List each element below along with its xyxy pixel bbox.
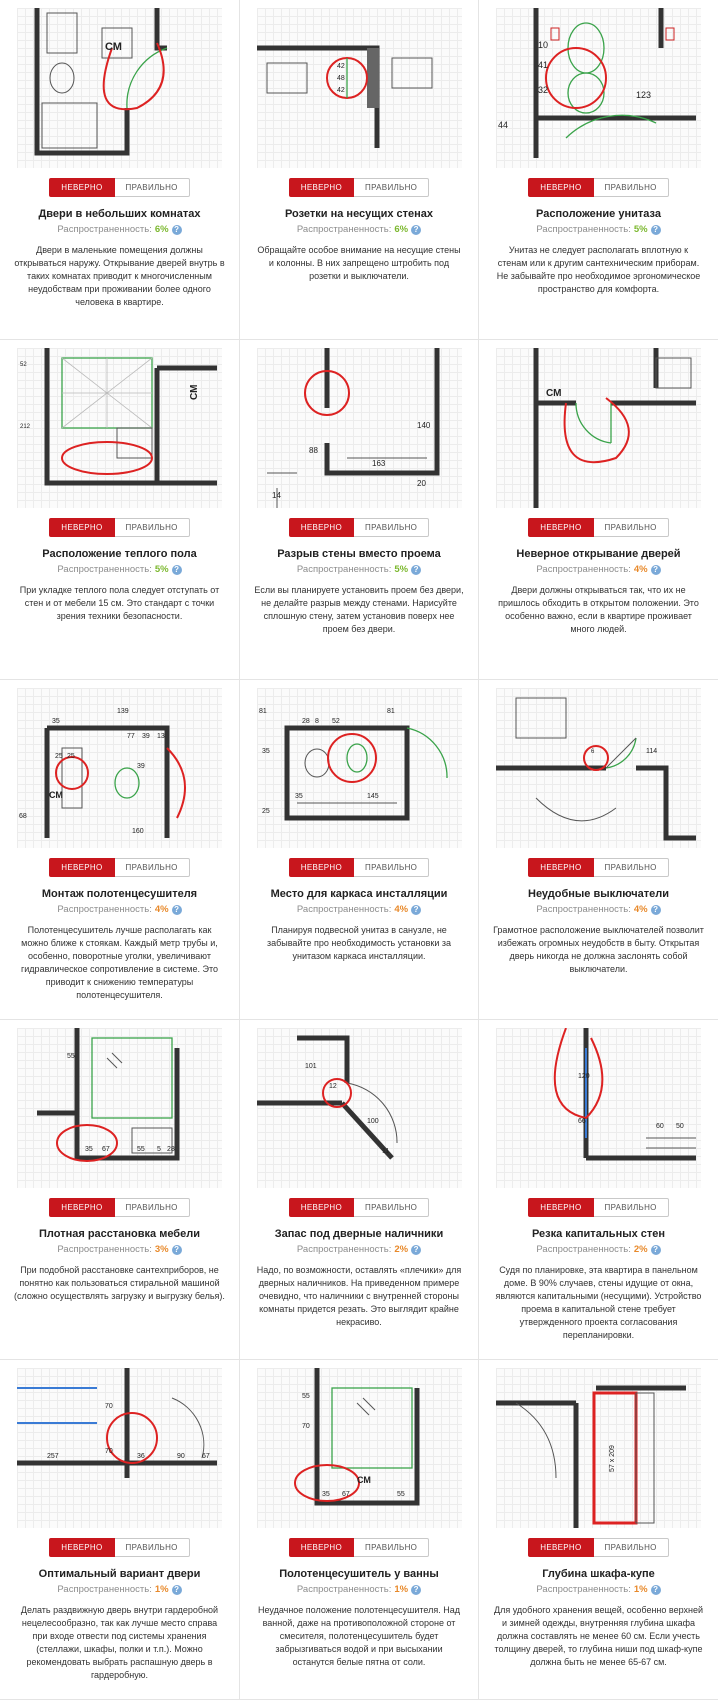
- floor-plan-drawing: [496, 1028, 701, 1188]
- plan-dimension-label: 39: [142, 733, 150, 740]
- plan-dimension-label: 35: [294, 793, 303, 800]
- card-title: Глубина шкафа-купе: [542, 1568, 655, 1580]
- card-description: Для удобного хранения вещей, особенно верхней и зимней одежды, внутренняя глубина шкафа должна составлять не менее 60 см. Если учесть толщину дверей, то глубина ниши под шкаф-купе должна быть не менее 65-67 см.: [494, 1605, 703, 1667]
- plan-dimension-label: 67: [202, 1453, 210, 1460]
- plan-dimension-label: 25: [55, 753, 63, 760]
- plan-dimension-label: 67: [102, 1146, 110, 1153]
- plan-dimension-label: 160: [132, 828, 144, 835]
- plan-dimension-label: СМ: [189, 384, 200, 400]
- plan-dimension-label: 120: [578, 1073, 590, 1080]
- prevalence-value: 1%: [633, 1584, 648, 1595]
- wrong-button[interactable]: НЕВЕРНО: [528, 1538, 593, 1557]
- prevalence-value: 4%: [154, 904, 169, 915]
- help-icon[interactable]: ?: [172, 225, 182, 235]
- card-title: Резка капитальных стен: [531, 1228, 666, 1240]
- prevalence-row: [536, 1244, 660, 1255]
- prevalence-row: [57, 1244, 181, 1255]
- prevalence-value: 1%: [154, 1584, 169, 1595]
- prevalence-row: [297, 1584, 421, 1595]
- plan-dimension-label: 257: [47, 1453, 59, 1460]
- wrong-button[interactable]: НЕВЕРНО: [49, 858, 114, 877]
- plan-dimension-label: 6: [591, 749, 595, 755]
- card-description: При подобной расстановке сантехприборов, не понятно как пользоваться стиральной машиной (сложно осуществлять загрузку и выгрузку белья).: [14, 1265, 225, 1301]
- plan-dimension-label: 70: [105, 1403, 113, 1410]
- plan-dimension-label: 12: [328, 1083, 337, 1090]
- prevalence-value: 2%: [394, 1244, 409, 1255]
- correct-button[interactable]: ПРАВИЛЬНО: [354, 1198, 429, 1217]
- correct-button[interactable]: ПРАВИЛЬНО: [594, 1538, 669, 1557]
- floor-plan-drawing: [496, 1368, 701, 1528]
- mistake-card: [240, 1020, 479, 1360]
- prevalence-row: [536, 224, 660, 235]
- answer-toggle: [528, 178, 668, 197]
- floor-plan-illustration: [496, 348, 701, 508]
- mistake-card: [479, 0, 718, 340]
- prevalence-value: 4%: [633, 564, 648, 575]
- plan-dimension-label: 139: [117, 708, 129, 715]
- plan-dimension-label: 55: [396, 1491, 405, 1498]
- floor-plan-illustration: [257, 8, 462, 168]
- wrong-button[interactable]: НЕВЕРНО: [289, 518, 354, 537]
- card-description: Грамотное расположение выключателей позволит избежать огромных неудобств в быту. Открытая дверь никогда не должна заслонять собой выключатели.: [493, 925, 704, 974]
- help-icon[interactable]: ?: [172, 905, 182, 915]
- plan-dimension-label: 28: [167, 1146, 175, 1153]
- plan-dimension-label: 28: [301, 718, 310, 725]
- floor-plan-illustration: [17, 8, 222, 168]
- plan-dimension-label: 14: [271, 491, 281, 500]
- prevalence-value: 1%: [394, 1584, 409, 1595]
- plan-dimension-label: 90: [177, 1453, 185, 1460]
- floor-plan-drawing: [17, 8, 222, 168]
- prevalence-row: [297, 904, 421, 915]
- help-icon[interactable]: ?: [411, 1585, 421, 1595]
- wrong-button[interactable]: НЕВЕРНО: [49, 518, 114, 537]
- floor-plan-illustration: [496, 8, 701, 168]
- help-icon[interactable]: ?: [651, 1245, 661, 1255]
- plan-dimension-label: 35: [52, 718, 60, 725]
- answer-toggle: [289, 178, 429, 197]
- card-title: Плотная расстановка мебели: [39, 1228, 200, 1240]
- plan-dimension-label: 68: [19, 813, 27, 820]
- plan-dimension-label: 32: [538, 85, 549, 95]
- plan-dimension-label: 10: [538, 40, 549, 50]
- correct-button[interactable]: ПРАВИЛЬНО: [594, 518, 669, 537]
- mistake-card: [479, 1020, 718, 1360]
- help-icon[interactable]: ?: [651, 565, 661, 575]
- floor-plan-illustration: [257, 688, 462, 848]
- correct-button[interactable]: ПРАВИЛЬНО: [594, 858, 669, 877]
- plan-dimension-label: 52: [331, 718, 340, 725]
- card-title: Оптимальный вариант двери: [38, 1568, 201, 1580]
- plan-dimension-label: 55: [67, 1053, 75, 1060]
- plan-dimension-label: 25: [67, 753, 75, 760]
- correct-button[interactable]: ПРАВИЛЬНО: [115, 518, 190, 537]
- prevalence-label: Распространенность:: [57, 1584, 152, 1595]
- mistake-card: [0, 1360, 240, 1700]
- mistake-card: [479, 1360, 718, 1700]
- prevalence-value: 5%: [154, 564, 169, 575]
- help-icon[interactable]: ?: [172, 565, 182, 575]
- plan-dimension-label: 41: [538, 60, 549, 70]
- plan-dimension-label: 145: [366, 793, 379, 800]
- card-description: При укладке теплого пола следует отступать от стен и от мебели 15 см. Это стандарт с точки зрения техники безопасности.: [19, 585, 220, 621]
- correct-button[interactable]: ПРАВИЛЬНО: [354, 1538, 429, 1557]
- floor-plan-drawing: [17, 688, 222, 848]
- wrong-button[interactable]: НЕВЕРНО: [49, 1538, 114, 1557]
- card-title: Полотенцесушитель у ванны: [279, 1568, 439, 1580]
- floor-plan-illustration: [17, 688, 222, 848]
- plan-dimension-label: СМ: [105, 41, 122, 53]
- wrong-button[interactable]: НЕВЕРНО: [289, 1198, 354, 1217]
- answer-toggle: [49, 858, 189, 877]
- card-title: Розетки на несущих стенах: [284, 208, 434, 220]
- prevalence-row: [297, 224, 421, 235]
- plan-dimension-label: 5: [157, 1146, 161, 1153]
- help-icon[interactable]: ?: [411, 225, 421, 235]
- plan-dimension-label: 67: [341, 1491, 350, 1498]
- plan-dimension-label: 13: [157, 733, 165, 740]
- prevalence-label: Распространенность:: [57, 564, 152, 575]
- plan-dimension-label: 55: [301, 1393, 310, 1400]
- card-description: Полотенцесушитель лучше располагать как можно ближе к стоякам. Каждый метр трубы и, особенно, поворотные уголки, увеличивают гидравлическое сопротивление в системе. Это приводит к снижению температуры полотенцесушителя.: [21, 925, 218, 1000]
- prevalence-label: Распространенность:: [57, 1244, 152, 1255]
- floor-plan-drawing: [257, 8, 462, 168]
- answer-toggle: [49, 518, 189, 537]
- card-description: Обращайте особое внимание на несущие стены и колонны. В них запрещено штробить под розетки и выключатели.: [257, 245, 461, 281]
- wrong-button[interactable]: НЕВЕРНО: [49, 178, 114, 197]
- plan-dimension-label: 77: [127, 733, 135, 740]
- plan-dimension-label: СМ: [49, 790, 63, 800]
- plan-dimension-label: 57 x 209: [609, 1445, 616, 1472]
- prevalence-label: Распространенность:: [57, 224, 152, 235]
- prevalence-label: Распространенность:: [536, 904, 631, 915]
- plan-dimension-label: 163: [371, 459, 385, 468]
- plan-dimension-label: 81: [386, 708, 395, 715]
- wrong-button[interactable]: НЕВЕРНО: [289, 1538, 354, 1557]
- mistake-card: [479, 340, 718, 680]
- prevalence-value: 4%: [633, 904, 648, 915]
- answer-toggle: [528, 858, 668, 877]
- card-description: Если вы планируете установить проем без двери, не делайте разрыв между стенами. Нарисуйте сплошную стену, затем установив поверх нее проем без двери.: [254, 585, 464, 634]
- card-title: Неверное открывание дверей: [516, 548, 681, 560]
- mistake-card: [0, 1020, 240, 1360]
- prevalence-value: 6%: [154, 224, 169, 235]
- wrong-button[interactable]: НЕВЕРНО: [528, 1198, 593, 1217]
- plan-dimension-label: 44: [498, 120, 509, 130]
- wrong-button[interactable]: НЕВЕРНО: [49, 1198, 114, 1217]
- wrong-button[interactable]: НЕВЕРНО: [289, 858, 354, 877]
- floor-plan-drawing: [17, 1028, 222, 1188]
- floor-plan-drawing: [496, 348, 701, 508]
- prevalence-row: [297, 1244, 421, 1255]
- prevalence-label: Распространенность:: [536, 1584, 631, 1595]
- mistake-card: [479, 680, 718, 1020]
- mistake-card: [0, 0, 240, 340]
- answer-toggle: [49, 1198, 189, 1217]
- mistake-card: [240, 340, 479, 680]
- correct-button[interactable]: ПРАВИЛЬНО: [594, 178, 669, 197]
- floor-plan-illustration: [257, 1028, 462, 1188]
- plan-dimension-label: 55: [137, 1146, 145, 1153]
- correct-button[interactable]: ПРАВИЛЬНО: [354, 178, 429, 197]
- wrong-button[interactable]: НЕВЕРНО: [289, 178, 354, 197]
- answer-toggle: [528, 1198, 668, 1217]
- plan-dimension-label: СМ: [546, 388, 562, 399]
- plan-dimension-label: 60: [656, 1123, 664, 1130]
- prevalence-row: [536, 904, 660, 915]
- floor-plan-drawing: [17, 348, 222, 508]
- card-description: Двери в маленькие помещения должны открываться наружу. Открывание дверей внутрь в таких комнатах приводит к многочисленным неудобствам при проживании более одного человека в квартире.: [14, 245, 225, 307]
- prevalence-row: [57, 1584, 181, 1595]
- correct-button[interactable]: ПРАВИЛЬНО: [594, 1198, 669, 1217]
- floor-plan-drawing: [496, 688, 701, 848]
- plan-dimension-label: 42: [336, 87, 345, 94]
- plan-dimension-label: 70: [301, 1423, 310, 1430]
- card-description: Двери должны открываться так, что их не пришлось обходить в открытом положении. Это особенно важно, если в квартире проживает много людей.: [498, 585, 699, 634]
- plan-dimension-label: 35: [261, 748, 270, 755]
- plan-dimension-label: 88: [308, 446, 318, 455]
- answer-toggle: [528, 1538, 668, 1557]
- floor-plan-illustration: [257, 1368, 462, 1528]
- prevalence-value: 5%: [394, 564, 409, 575]
- answer-toggle: [289, 518, 429, 537]
- correct-button[interactable]: ПРАВИЛЬНО: [115, 178, 190, 197]
- wrong-button[interactable]: НЕВЕРНО: [528, 858, 593, 877]
- plan-dimension-label: 101: [304, 1063, 317, 1070]
- help-icon[interactable]: ?: [651, 905, 661, 915]
- card-description: Унитаз не следует располагать вплотную к стенам или к другим сантехническим приборам. Не забывайте про необходимое эргономическое пространство для комфорта.: [496, 245, 701, 294]
- prevalence-value: 5%: [633, 224, 648, 235]
- plan-dimension-label: 11: [381, 1148, 389, 1155]
- prevalence-value: 2%: [633, 1244, 648, 1255]
- floor-plan-drawing: [257, 1368, 462, 1528]
- plan-dimension-label: 100: [366, 1118, 379, 1125]
- prevalence-row: [57, 564, 181, 575]
- card-title: Двери в небольших комнатах: [38, 208, 201, 220]
- prevalence-label: Распространенность:: [536, 564, 631, 575]
- help-icon[interactable]: ?: [651, 1585, 661, 1595]
- prevalence-label: Распространенность:: [296, 224, 392, 235]
- plan-dimension-label: 114: [646, 748, 658, 755]
- plan-dimension-label: 66: [578, 1118, 586, 1125]
- wrong-button[interactable]: НЕВЕРНО: [528, 518, 593, 537]
- plan-dimension-label: 35: [85, 1146, 93, 1153]
- plan-dimension-label: 35: [321, 1491, 330, 1498]
- prevalence-row: [536, 1584, 660, 1595]
- prevalence-value: 3%: [154, 1244, 169, 1255]
- card-title: Разрыв стены вместо проема: [277, 548, 441, 560]
- prevalence-value: 6%: [394, 224, 409, 235]
- plan-dimension-label: 39: [137, 763, 145, 770]
- card-title: Монтаж полотенцесушителя: [41, 888, 198, 900]
- floor-plan-illustration: [257, 348, 462, 508]
- help-icon[interactable]: ?: [172, 1245, 182, 1255]
- floor-plan-drawing: [257, 1028, 462, 1188]
- card-description: Неудачное положение полотенцесушителя. Над ванной, даже на противоположной стороне от смесителя, полотенцесушитель будет забрызгиваться водой и при высыхании останутся белые пятна от соли.: [257, 1605, 461, 1667]
- plan-dimension-label: 36: [137, 1453, 145, 1460]
- plan-dimension-label: 48: [336, 75, 345, 82]
- correct-button[interactable]: ПРАВИЛЬНО: [354, 858, 429, 877]
- correct-button[interactable]: ПРАВИЛЬНО: [354, 518, 429, 537]
- floor-plan-illustration: [17, 1368, 222, 1528]
- card-description: Судя по планировке, эта квартира в панельном доме. В 90% случаев, стены идущие от окна, являются капитальными (несущими). Устройство проема в капитальной стене требует утвержденного проекта согласования перепланировки.: [495, 1265, 702, 1340]
- floor-plan-illustration: [496, 688, 701, 848]
- plan-dimension-label: 81: [258, 708, 267, 715]
- card-title: Запас под дверные наличники: [274, 1228, 444, 1240]
- plan-dimension-label: 25: [261, 808, 270, 815]
- floor-plan-drawing: [496, 8, 701, 168]
- mistake-card: [240, 0, 479, 340]
- prevalence-row: [536, 564, 660, 575]
- help-icon[interactable]: ?: [172, 1585, 182, 1595]
- answer-toggle: [49, 178, 189, 197]
- prevalence-row: [297, 564, 421, 575]
- plan-dimension-label: 50: [676, 1123, 684, 1130]
- plan-dimension-label: 123: [636, 90, 652, 100]
- plan-dimension-label: 20: [416, 479, 426, 488]
- answer-toggle: [289, 858, 429, 877]
- help-icon[interactable]: ?: [411, 1245, 421, 1255]
- prevalence-label: Распространенность:: [536, 1244, 631, 1255]
- card-title: Расположение теплого пола: [42, 548, 197, 560]
- correct-button[interactable]: ПРАВИЛЬНО: [115, 1198, 190, 1217]
- plan-dimension-label: 212: [20, 424, 31, 430]
- mistake-card: [240, 680, 479, 1020]
- floor-plan-illustration: [17, 1028, 222, 1188]
- plan-dimension-label: 8: [314, 718, 319, 725]
- floor-plan-drawing: [17, 1368, 222, 1528]
- card-title: Неудобные выключатели: [528, 888, 669, 900]
- wrong-button[interactable]: НЕВЕРНО: [528, 178, 593, 197]
- card-description: Надо, по возможности, оставлять «плечики» для дверных наличников. На приведенном примере очевидно, что наличники с внутренней стороны комнаты придется резать. Это выглядит крайне некрасиво.: [256, 1265, 462, 1327]
- help-icon[interactable]: ?: [411, 565, 421, 575]
- floor-plan-illustration: [496, 1368, 701, 1528]
- prevalence-label: Распространенность:: [296, 904, 392, 915]
- prevalence-label: Распространенность:: [296, 1584, 392, 1595]
- plan-dimension-label: 70: [105, 1448, 113, 1455]
- floor-plan-drawing: [257, 688, 462, 848]
- answer-toggle: [289, 1538, 429, 1557]
- correct-button[interactable]: ПРАВИЛЬНО: [115, 1538, 190, 1557]
- mistake-card: [0, 680, 240, 1020]
- answer-toggle: [528, 518, 668, 537]
- floor-plan-illustration: [496, 1028, 701, 1188]
- floor-plan-illustration: [17, 348, 222, 508]
- card-title: Расположение унитаза: [536, 208, 661, 220]
- answer-toggle: [49, 1538, 189, 1557]
- plan-dimension-label: 52: [20, 362, 27, 368]
- prevalence-row: [57, 224, 181, 235]
- help-icon[interactable]: ?: [651, 225, 661, 235]
- card-title: Место для каркаса инсталляции: [270, 888, 448, 900]
- answer-toggle: [289, 1198, 429, 1217]
- mistake-card: [0, 340, 240, 680]
- prevalence-value: 4%: [394, 904, 409, 915]
- prevalence-label: Распространенность:: [296, 1244, 392, 1255]
- prevalence-row: [57, 904, 181, 915]
- prevalence-label: Распространенность:: [296, 564, 392, 575]
- floor-plan-drawing: [257, 348, 462, 508]
- plan-dimension-label: СМ: [356, 1475, 371, 1485]
- mistake-card: [240, 1360, 479, 1700]
- help-icon[interactable]: ?: [411, 905, 421, 915]
- card-description: Делать раздвижную дверь внутри гардеробной нецелесообразно, так как лучше место справа при входе отвести под системы хранения (стеллажи, шкафы, полки и т.п.). Можно рекомендовать выбрать распашную дверь в гардеробную.: [20, 1605, 219, 1680]
- card-description: Планируя подвесной унитаз в санузле, не забывайте про необходимость установки за унитазом каркаса инсталляции.: [267, 925, 451, 961]
- prevalence-label: Распространенность:: [536, 224, 631, 235]
- plan-dimension-label: 42: [336, 63, 345, 70]
- prevalence-label: Распространенность:: [57, 904, 152, 915]
- correct-button[interactable]: ПРАВИЛЬНО: [115, 858, 190, 877]
- plan-dimension-label: 140: [416, 421, 430, 430]
